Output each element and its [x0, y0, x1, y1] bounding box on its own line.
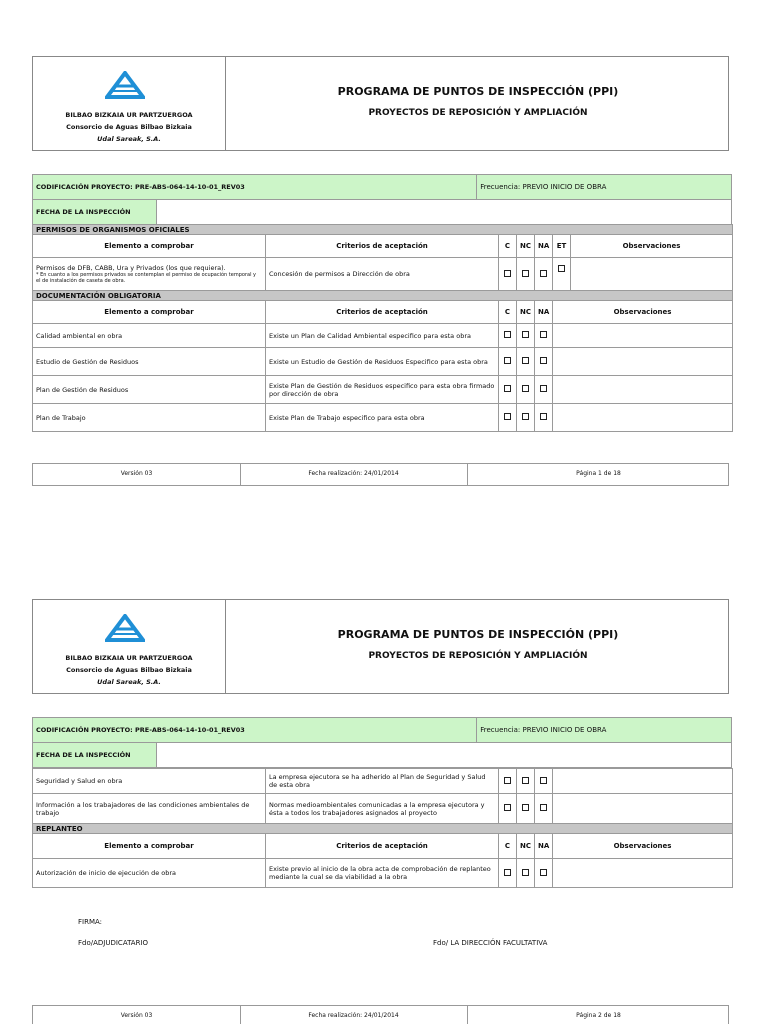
checkbox-nc[interactable]	[522, 869, 529, 876]
document-subtitle: PROYECTOS DE REPOSICIÓN Y AMPLIACIÓN	[368, 651, 588, 661]
fecha-inspeccion-label: FECHA DE LA INSPECCIÓN	[33, 200, 157, 225]
checkbox-c[interactable]	[504, 357, 511, 364]
table-row	[33, 769, 733, 794]
col-observaciones: Observaciones	[553, 834, 733, 859]
row-elemento: Información a los trabajadores de las condiciones ambientales de trabajo	[33, 794, 266, 824]
replanteo-criterio: Existe previo al inicio de la obra acta de comprobación de replanteo mediante la cual se da viabilidad a la obra	[266, 859, 499, 888]
col-na: NA	[535, 301, 553, 324]
footer-fecha: Fecha realización: 24/01/2014	[308, 1012, 399, 1019]
col-c: C	[499, 235, 517, 258]
col-observaciones: Observaciones	[571, 235, 733, 258]
observaciones-cell[interactable]	[571, 258, 733, 291]
fdo-adjudicatario: Fdo/ADJUDICATARIO	[78, 939, 149, 947]
col-et: ET	[553, 235, 571, 258]
permisos-elemento-text: Permisos de DFB, CABB, Ura y Privados (los que requiera).	[36, 264, 226, 272]
consorcio-logo-icon	[105, 71, 145, 99]
permisos-elemento	[33, 258, 266, 291]
col-criterios: Criterios de aceptación	[266, 834, 499, 859]
checkbox-nc[interactable]	[522, 413, 529, 420]
checkbox-na[interactable]	[540, 385, 547, 392]
section-permisos: PERMISOS DE ORGANISMOS OFICIALES	[33, 225, 733, 235]
observaciones-cell[interactable]	[553, 376, 733, 404]
org-name: BILBAO BIZKAIA UR PARTZUERGOA	[65, 654, 193, 662]
org-subname: Consorcio de Aguas Bilbao Bizkaia	[66, 666, 192, 674]
org-company: Udal Sareak, S.A.	[97, 678, 161, 686]
fecha-inspeccion-label: FECHA DE LA INSPECCIÓN	[33, 743, 157, 768]
codificacion-proyecto: CODIFICACIÓN PROYECTO: PRE-ABS-064-14-10-01_REV03	[33, 718, 477, 743]
page1-header	[32, 56, 729, 151]
checkbox-na[interactable]	[540, 777, 547, 784]
col-criterios: Criterios de aceptación	[266, 235, 499, 258]
table-row	[33, 258, 733, 291]
page1-footer	[32, 463, 729, 486]
doc-criterio: Existe un Plan de Calidad Ambiental especifico para esta obra	[266, 324, 499, 348]
col-elemento: Elemento a comprobar	[33, 235, 266, 258]
doc-criterio: Existe Plan de Trabajo especifico para esta obra	[266, 404, 499, 432]
footer-pagina: Página 1 de 18	[576, 470, 621, 477]
replanteo-elemento: Autorización de inicio de ejecución de obra	[33, 859, 266, 888]
checkbox-c[interactable]	[504, 804, 511, 811]
doc-elemento: Plan de Trabajo	[33, 404, 266, 432]
row-criterio: La empresa ejecutora se ha adherido al Plan de Seguridad y Salud de esta obra	[266, 769, 499, 794]
firma-label: FIRMA:	[78, 918, 103, 926]
table-row	[33, 324, 733, 348]
row-elemento: Seguridad y Salud en obra	[33, 769, 266, 794]
permisos-criterio: Concesión de permisos a Dirección de obra	[266, 258, 499, 291]
table-row	[33, 794, 733, 824]
footer-pagina: Página 2 de 18	[576, 1012, 621, 1019]
col-elemento: Elemento a comprobar	[33, 834, 266, 859]
checkbox-c[interactable]	[504, 385, 511, 392]
col-nc: NC	[517, 235, 535, 258]
checkbox-nc[interactable]	[522, 777, 529, 784]
checkbox-na[interactable]	[540, 331, 547, 338]
permisos-nota: * En cuanto a los permisos privados se contemplan el permiso de ocupación temporal y el de instalación de caseta de obra.	[36, 272, 256, 284]
checkbox-na[interactable]	[540, 413, 547, 420]
org-subname: Consorcio de Aguas Bilbao Bizkaia	[66, 123, 192, 131]
observaciones-cell[interactable]	[553, 348, 733, 376]
doc-elemento: Estudio de Gestión de Residuos	[33, 348, 266, 376]
checkbox-c[interactable]	[504, 777, 511, 784]
checkbox-c[interactable]	[504, 331, 511, 338]
logo-cell	[33, 57, 226, 150]
checkbox-c[interactable]	[504, 869, 511, 876]
footer-version: Versión 03	[120, 470, 153, 477]
checkbox-na[interactable]	[540, 804, 547, 811]
page2-info-table	[32, 717, 732, 768]
checkbox-na[interactable]	[540, 270, 547, 277]
row-criterio: Normas medioambientales comunicadas a la empresa ejecutora y ésta a todos los trabajadores asignados al proyecto	[266, 794, 499, 824]
table-row	[33, 376, 733, 404]
fecha-inspeccion-value[interactable]	[157, 743, 732, 768]
col-na: NA	[535, 834, 553, 859]
org-name: BILBAO BIZKAIA UR PARTZUERGOA	[65, 111, 193, 119]
org-company: Udal Sareak, S.A.	[97, 135, 161, 143]
col-nc: NC	[517, 301, 535, 324]
frecuencia: Frecuencia: PREVIO INICIO DE OBRA	[477, 175, 732, 200]
page1-info-table	[32, 174, 732, 225]
col-criterios: Criterios de aceptación	[266, 301, 499, 324]
checkbox-nc[interactable]	[522, 331, 529, 338]
doc-elemento: Calidad ambiental en obra	[33, 324, 266, 348]
checkbox-nc[interactable]	[522, 270, 529, 277]
page2-footer	[32, 1005, 729, 1024]
checkbox-nc[interactable]	[522, 385, 529, 392]
fdo-direccion-facultativa: Fdo/ LA DIRECCIÓN FACULTATIVA	[433, 939, 548, 947]
doc-criterio: Existe Plan de Gestión de Residuos especifico para esta obra firmado por dirección de obra	[266, 376, 499, 404]
col-c: C	[499, 834, 517, 859]
col-elemento: Elemento a comprobar	[33, 301, 266, 324]
col-nc: NC	[517, 834, 535, 859]
document-title: PROGRAMA DE PUNTOS DE INSPECCIÓN (PPI)	[337, 628, 619, 641]
document-title: PROGRAMA DE PUNTOS DE INSPECCIÓN (PPI)	[337, 85, 619, 98]
footer-version: Versión 03	[120, 1012, 153, 1019]
frecuencia: Frecuencia: PREVIO INICIO DE OBRA	[477, 718, 732, 743]
consorcio-logo-icon	[105, 614, 145, 642]
page2-header	[32, 599, 729, 694]
col-na: NA	[535, 235, 553, 258]
col-observaciones: Observaciones	[553, 301, 733, 324]
codificacion-proyecto: CODIFICACIÓN PROYECTO: PRE-ABS-064-14-10-01_REV03	[33, 175, 477, 200]
checkbox-nc[interactable]	[522, 804, 529, 811]
checkbox-na[interactable]	[540, 869, 547, 876]
observaciones-cell[interactable]	[553, 769, 733, 794]
logo-cell	[33, 600, 226, 693]
checkbox-nc[interactable]	[522, 357, 529, 364]
table-row	[33, 404, 733, 432]
footer-fecha: Fecha realización: 24/01/2014	[308, 470, 399, 477]
table-row	[33, 859, 733, 888]
section-documentacion: DOCUMENTACIÓN OBLIGATORIA	[33, 291, 733, 301]
fecha-inspeccion-value[interactable]	[157, 200, 732, 225]
checkbox-c[interactable]	[504, 413, 511, 420]
document-subtitle: PROYECTOS DE REPOSICIÓN Y AMPLIACIÓN	[368, 108, 588, 118]
checkbox-na[interactable]	[540, 357, 547, 364]
page1-checklist-table	[32, 224, 733, 432]
doc-criterio: Existe un Estudio de Gestión de Residuos Especifico para esta obra	[266, 348, 499, 376]
table-row	[33, 348, 733, 376]
checkbox-c[interactable]	[504, 270, 511, 277]
observaciones-cell[interactable]	[553, 794, 733, 824]
section-replanteo: REPLANTEO	[33, 824, 733, 834]
observaciones-cell[interactable]	[553, 404, 733, 432]
page2-checklist-table	[32, 768, 733, 888]
col-c: C	[499, 301, 517, 324]
checkbox-et[interactable]	[558, 265, 565, 272]
observaciones-cell[interactable]	[553, 324, 733, 348]
observaciones-cell[interactable]	[553, 859, 733, 888]
doc-elemento: Plan de Gestión de Residuos	[33, 376, 266, 404]
